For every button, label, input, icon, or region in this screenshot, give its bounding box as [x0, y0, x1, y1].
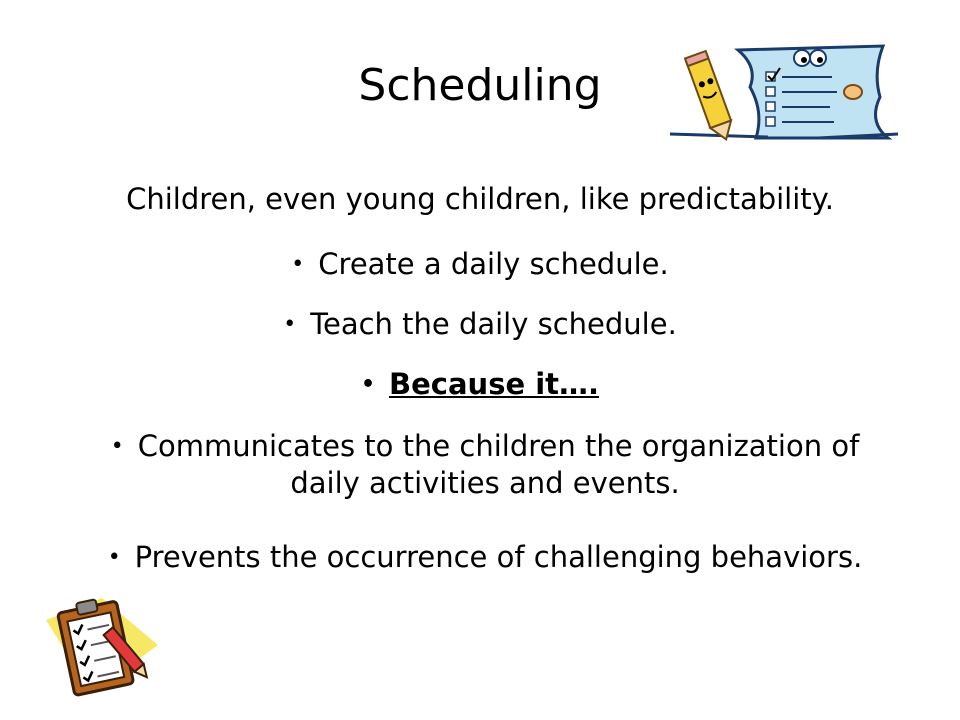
- bullet-teach-schedule: • Teach the daily schedule.: [283, 307, 677, 341]
- bullet-dot: •: [283, 312, 297, 337]
- bullet-dot: •: [107, 545, 121, 570]
- bullet-because-it: • Because it….: [360, 367, 600, 401]
- bullet-dot: •: [291, 252, 305, 277]
- slide-intro-text: Children, even young children, like predictability.: [126, 182, 834, 216]
- bullet-dot: •: [360, 372, 376, 397]
- checklist-cartoon-icon: [668, 42, 900, 142]
- bullet-dot: •: [110, 434, 124, 459]
- bullet-create-schedule: • Create a daily schedule.: [291, 247, 669, 281]
- clipboard-checklist-icon: [42, 590, 162, 700]
- slide-title: Scheduling: [358, 60, 602, 111]
- bullet-communicates: • Communicates to the children the organization of daily activities and events.: [110, 429, 860, 500]
- bullet-prevents: • Prevents the occurrence of challenging behaviors.: [107, 540, 863, 574]
